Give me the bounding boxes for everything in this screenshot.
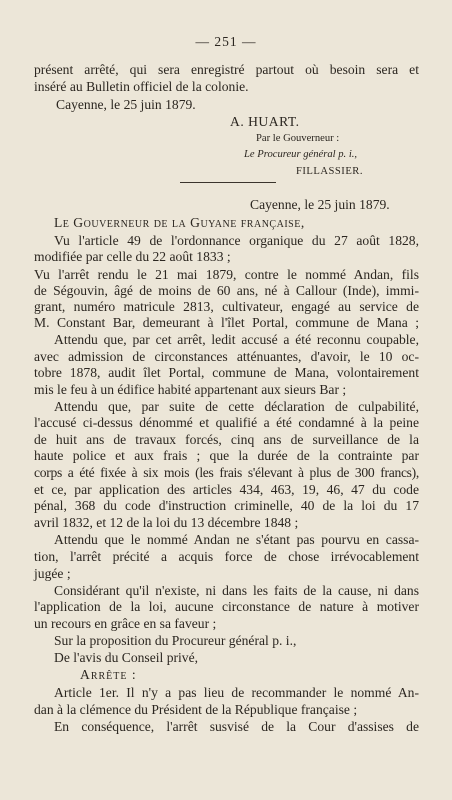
- decree-line: tion, l'arrêt précité a acquis force de chose irrévocablement: [34, 549, 419, 564]
- decree-line: De l'avis du Conseil privé,: [54, 650, 199, 665]
- signature-by: Par le Gouverneur :: [256, 133, 340, 144]
- decree-article: Article 1er. Il n'y a pas lieu de recommander le nommé An-: [54, 685, 419, 700]
- decree-line: un recours en grâce en sa faveur ;: [34, 616, 217, 631]
- decree-line: Vu l'article 49 de l'ordonnance organique du 27 août 1828,: [54, 233, 419, 248]
- decree-line: pénal, 368 du code d'instruction criminelle, 40 de la loi du 17: [34, 498, 419, 513]
- section-divider: [180, 182, 276, 183]
- intro-line: inséré au Bulletin officiel de la colonie.: [34, 79, 249, 94]
- decree-line: Vu l'arrêt rendu le 21 mai 1879, contre le nommé Andan, fils: [34, 267, 419, 282]
- decree-line: mis le feu à un édifice habité appartenant aux sieurs Bar ;: [34, 382, 347, 397]
- decree-line: de huit ans de travaux forcés, cinq ans de surveillance de la: [34, 432, 419, 447]
- intro-place-date: Cayenne, le 25 juin 1879.: [56, 97, 196, 112]
- decree-line: grant, numéro matricule 2813, cultivateur, engagé au service de: [34, 299, 419, 314]
- decree-line: Sur la proposition du Procureur général p. i.,: [54, 633, 297, 648]
- decree-line: haute police et aux frais ; que la durée de la contrainte par: [34, 448, 419, 463]
- decree-line: corps a été fixée à six mois (les frais s'élevant à plus de 300 francs),: [34, 465, 419, 480]
- decree-line: avec admission de circonstances atténuantes, d'avoir, le 10 oc-: [34, 349, 419, 364]
- intro-line: présent arrêté, qui sera enregistré partout où besoin sera et: [34, 62, 419, 77]
- decree-arrete-heading: Arrête :: [80, 667, 137, 682]
- decree-line: Considérant qu'il n'existe, ni dans les faits de la cause, ni dans: [54, 583, 419, 598]
- decree-line: M. Constant Bar, demeurant à l'îlet Portal, commune de Mana ;: [34, 315, 419, 330]
- signature-title: Le Procureur général p. i.,: [244, 149, 358, 160]
- decree-line: En conséquence, l'arrêt susvisé de la Cour d'assises de: [54, 719, 419, 734]
- page-number: — 251 —: [195, 34, 257, 49]
- decree-line: avril 1832, et 12 de la loi du 13 décembre 1848 ;: [34, 515, 299, 530]
- decree-line: tobre 1878, audit îlet Portal, commune de Mana, volontairement: [34, 365, 419, 380]
- decree-line: l'accusé ci-dessus dénommé et qualifié a été condamné à la peine: [34, 415, 419, 430]
- signature-signer: FILLASSIER.: [296, 166, 364, 177]
- decree-line: modifiée par celle du 22 août 1833 ;: [34, 249, 231, 264]
- decree-line: de Ségouvin, âgé de moins de 60 ans, né à Callour (Inde), immi-: [34, 283, 419, 298]
- decree-date: Cayenne, le 25 juin 1879.: [250, 197, 390, 212]
- decree-line: l'application de la loi, aucune circonstance de nature à motiver: [34, 599, 419, 614]
- decree-line: jugée ;: [34, 566, 71, 581]
- decree-heading: Le Gouverneur de la Guyane française,: [54, 215, 305, 230]
- decree-line: Attendu que le nommé Andan ne s'étant pas pourvu en cassa-: [54, 532, 419, 547]
- decree-line: Attendu que, par cet arrêt, ledit accusé a été reconnu coupable,: [54, 332, 419, 347]
- decree-line: dan à la clémence du Président de la République française ;: [34, 702, 358, 717]
- signature-name: A. HUART.: [230, 114, 300, 129]
- decree-line: et ce, par application des articles 434, 463, 19, 46, 47 du code: [34, 482, 419, 497]
- decree-line: Attendu que, par suite de cette déclaration de culpabilité,: [54, 399, 419, 414]
